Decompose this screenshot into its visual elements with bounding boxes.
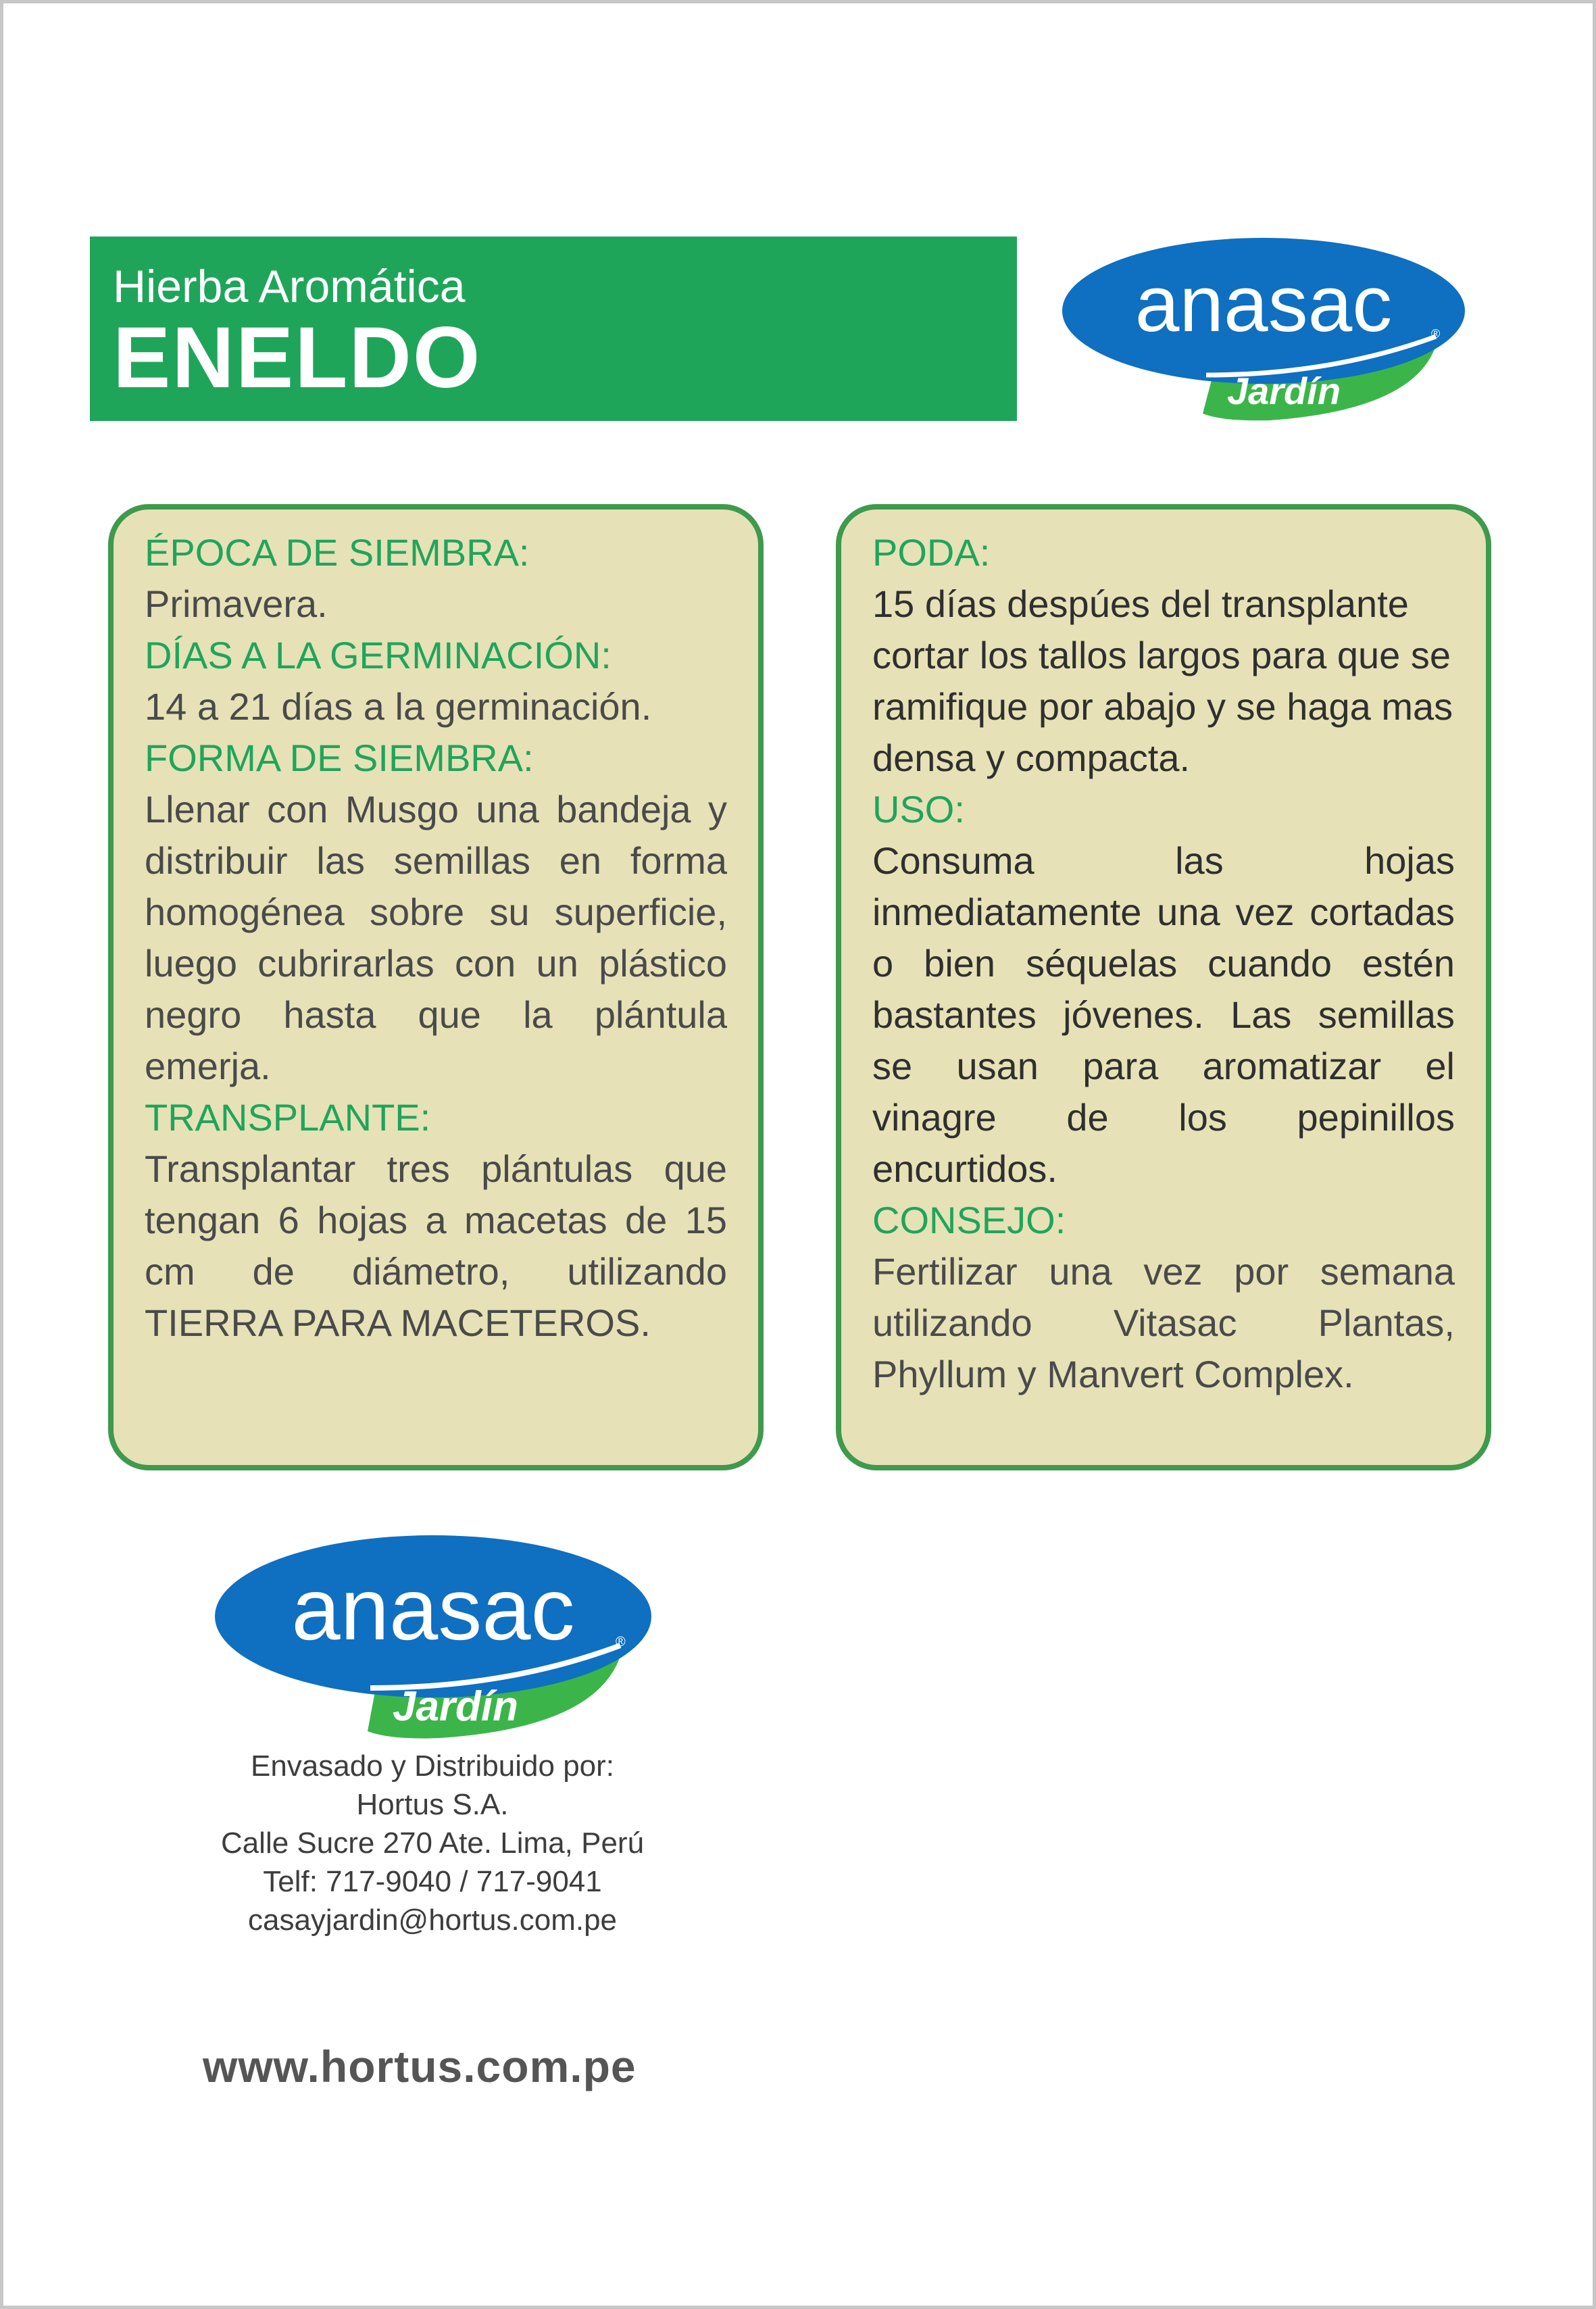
text-advice: Fertilizar una vez por semana utilizando Vitasac Plantas, Phyllum y Manvert Complex. bbox=[872, 1250, 1455, 1395]
website-url: www.hortus.com.pe bbox=[203, 2041, 637, 2091]
anasac-jardin-logo-footer bbox=[214, 1534, 653, 1740]
company-address: Calle Sucre 270 Ate. Lima, Perú bbox=[220, 1827, 645, 1860]
text-germination-days: 14 a 21 días a la germinación. bbox=[145, 685, 652, 728]
logo-tagline: Jardín bbox=[1226, 370, 1341, 412]
title-banner bbox=[90, 237, 1017, 421]
label-germination-days: DÍAS A LA GERMINACIÓN: bbox=[145, 634, 612, 676]
anasac-logo-graphic bbox=[1061, 237, 1466, 422]
text-pruning: 15 días despúes del transplante cortar los tallos largos para que se ramifique por abajo y se haga mas densa y compacta. bbox=[872, 582, 1453, 779]
text-sowing-method: Llenar con Musgo una bandeja y distribuir las semillas en forma homogénea sobre su superficie, luego cubrirarlas con un plástico negro hasta que la plántula emerja. bbox=[145, 788, 727, 1087]
product-category: Hierba Aromática bbox=[113, 261, 466, 312]
anasac-logo-graphic-footer bbox=[214, 1534, 653, 1740]
registered-mark: ® bbox=[616, 1635, 626, 1649]
label-pruning: PODA: bbox=[872, 531, 991, 574]
text-use: Consuma las hojas inmediatamente una vez cortadas o bien séquelas cuando estén bastantes jóvenes. Las semillas se usan para aromatizar el vinagre de los pepinillos encurtidos. bbox=[872, 839, 1455, 1190]
text-transplant: Transplantar tres plántulas que tengan 6 hojas a macetas de 15 cm de diámetro, utilizando TIERRA PARA MACETEROS. bbox=[145, 1147, 727, 1344]
registered-mark: ® bbox=[1431, 327, 1441, 341]
distributor-info bbox=[162, 1747, 703, 1939]
text-sowing-season: Primavera. bbox=[145, 582, 328, 625]
info-card-right bbox=[836, 504, 1491, 1470]
label-advice: CONSEJO: bbox=[872, 1199, 1066, 1241]
distributor-heading: Envasado y Distribuido por: bbox=[250, 1749, 615, 1783]
logo-wordmark: anasac bbox=[291, 1560, 575, 1658]
label-use: USO: bbox=[872, 788, 965, 830]
info-card-left bbox=[108, 504, 764, 1470]
company-phone: Telf: 717-9040 / 717-9041 bbox=[263, 1865, 602, 1898]
company-email: casayjardin@hortus.com.pe bbox=[247, 1904, 618, 1937]
label-transplant: TRANSPLANTE: bbox=[145, 1096, 431, 1139]
logo-tagline: Jardín bbox=[392, 1683, 519, 1730]
label-sowing-method: FORMA DE SIEMBRA: bbox=[145, 737, 534, 779]
product-title: ENELDO bbox=[113, 309, 482, 406]
anasac-jardin-logo bbox=[1061, 237, 1466, 422]
label-sowing-season: ÉPOCA DE SIEMBRA: bbox=[145, 531, 530, 574]
logo-wordmark: anasac bbox=[1134, 259, 1393, 349]
company-name: Hortus S.A. bbox=[356, 1788, 509, 1821]
